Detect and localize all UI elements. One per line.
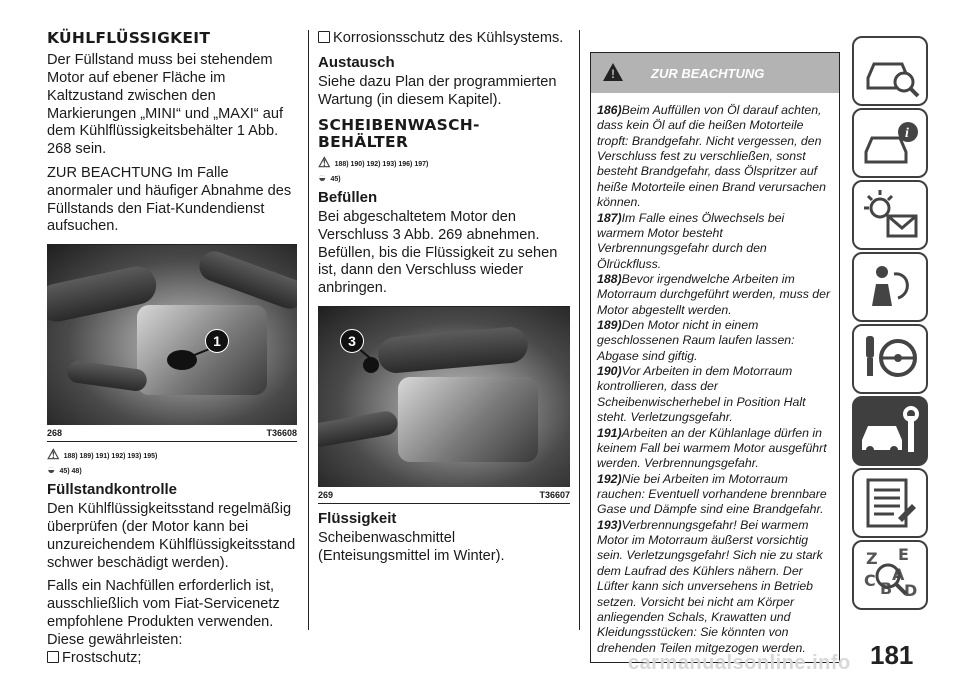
figure-caption bbox=[47, 425, 297, 442]
paragraph: Scheibenwaschmittel (Enteisungsmittel im Winter). bbox=[318, 529, 505, 564]
svg-text:E: E bbox=[898, 545, 909, 564]
warning-box-body bbox=[591, 93, 839, 662]
chapter-tab[interactable] bbox=[852, 108, 928, 178]
chapter-tab[interactable] bbox=[852, 468, 928, 538]
warning-item-text: Vor Arbeiten in dem Motorraum kontrollieren, dass der Scheibenwischerhebel in Position Halt steht. Verletzungsgefahr. bbox=[597, 364, 806, 425]
svg-text:B: B bbox=[880, 579, 893, 598]
engine-photo bbox=[47, 244, 297, 425]
warning-item bbox=[597, 272, 833, 318]
figure-number: 268 bbox=[47, 428, 63, 439]
warning-item bbox=[597, 103, 833, 211]
warning-item bbox=[597, 318, 833, 364]
car-wrench-icon bbox=[854, 398, 926, 464]
warning-item-text: Verbrennungsgefahr! Bei warmem Motor im Motorraum äußerst vorsichtig sein. Verletzungsgefahr! Sich nie zu stark dem Laufrad des Kühlers nähern. Der Lüfter kann sich unversehens in Betrieb setzen. Vorsicht bei nicht am Körper anliegenden Schals, Krawatten und Kleidungsstücken: Sie könnten von drehenden Teilen mitgezogen werden. bbox=[597, 517, 823, 655]
chapter-tab[interactable] bbox=[852, 396, 928, 466]
engine-photo bbox=[318, 306, 570, 487]
key-steering-icon bbox=[854, 326, 926, 392]
warning-item-text: Beim Auffüllen von Öl darauf achten, dass kein Öl auf die heißen Motorteile tropft: Brandgefahr. Nicht vergessen, den Verschluss fest zu verschließen, sonst besteht Brandgefahr, dass Ölspritzer auf heiße Motorteile einen Brand verursachen können. bbox=[597, 103, 826, 210]
warning-box bbox=[590, 52, 840, 663]
section-heading: SCHEIBENWASCH- BEHÄLTER bbox=[318, 116, 480, 151]
watermark: carmanualsonline.info bbox=[628, 652, 851, 674]
chapter-tab[interactable] bbox=[852, 324, 928, 394]
car-info-icon bbox=[854, 110, 926, 176]
bullet-item: Korrosionsschutz des Kühlsystems. bbox=[318, 30, 570, 48]
oil-drop-icon: ◒ bbox=[47, 461, 56, 478]
column-left bbox=[47, 30, 297, 667]
attention-refs: ◒ 45) bbox=[318, 168, 341, 185]
figure-269 bbox=[318, 306, 570, 504]
column-middle bbox=[318, 30, 570, 572]
warning-item-number: 189) bbox=[597, 318, 622, 333]
paragraph: Den Kühlflüssigkeitsstand regelmäßig überprüfen (der Motor kann bei unzureichendem Kühlflüssigkeitsstand schwer beschädigt werden). bbox=[47, 501, 296, 571]
car-search-icon bbox=[854, 38, 926, 104]
column-right bbox=[590, 44, 840, 663]
warning-box-title: ZUR BEACHTUNG bbox=[651, 65, 765, 81]
figure-number: 269 bbox=[318, 489, 334, 500]
figure-code: T36607 bbox=[539, 489, 570, 500]
bullet-item: Frostschutz; bbox=[47, 650, 297, 668]
warning-triangle-icon: ! bbox=[603, 63, 623, 81]
warning-item-text: Bevor irgendwelche Arbeiten im Motorraum durchgeführt werden, muss der Motor abgestellt werden. bbox=[597, 271, 831, 317]
warning-item bbox=[597, 472, 833, 518]
figure-268 bbox=[47, 244, 297, 442]
subheading: Füllstandkontrolle bbox=[47, 481, 178, 499]
warning-item-text: Arbeiten an der Kühlanlage dürfen in keinem Fall bei warmem Motor ausgeführt werden. Verbrennungsgefahr. bbox=[597, 425, 827, 471]
attention-refs: ◒ 45) 48) bbox=[47, 461, 82, 478]
warning-item bbox=[597, 364, 833, 425]
paragraph: Falls ein Nachfüllen erforderlich ist, ausschließlich vom Fiat-Servicenetz empfohlene Produkten verwenden. Diese gewährleisten: bbox=[47, 578, 280, 648]
oil-drop-icon: ◒ bbox=[318, 168, 327, 185]
callout-marker: 1 bbox=[205, 329, 229, 353]
warning-lights-icon bbox=[854, 182, 926, 248]
chapter-tab[interactable] bbox=[852, 36, 928, 106]
paragraph: Bei abgeschaltetem Motor den Verschluss 3 Abb. 269 abnehmen. Befüllen, bis die Flüssigkeit zu sehen ist, dann den Verschluss wieder anbringen. bbox=[318, 208, 558, 297]
svg-text:i: i bbox=[905, 126, 909, 141]
subheading: Austausch bbox=[318, 53, 395, 71]
page-number: 181 bbox=[870, 640, 914, 670]
warning-item-number: 187) bbox=[597, 210, 622, 225]
chapter-tab[interactable] bbox=[852, 252, 928, 322]
checkbox-bullet-icon bbox=[47, 651, 59, 663]
warning-item bbox=[597, 518, 833, 656]
figure-code: T36608 bbox=[266, 428, 297, 439]
index-az-icon bbox=[854, 542, 926, 608]
figure-caption bbox=[318, 487, 570, 504]
svg-text:C: C bbox=[864, 571, 876, 590]
warning-item bbox=[597, 426, 833, 472]
airbag-seat-icon bbox=[854, 254, 926, 320]
warning-item-text: Den Motor nicht in einem geschlossenen Raum laufen lassen: Abgase sind giftig. bbox=[597, 318, 795, 363]
svg-text:A: A bbox=[892, 565, 905, 584]
warning-refs: ⚠ 188) 190) 192) 193) 196) 197) bbox=[318, 153, 429, 170]
svg-text:Z: Z bbox=[866, 549, 878, 568]
paragraph: Der Füllstand muss bei stehendem Motor auf ebener Fläche im Kaltzustand zwischen den Markierungen „MINI“ und „MAXI“ auf dem Kühlflüssigkeitsbehälter 1 Abb. 268 sein. bbox=[47, 52, 284, 158]
warning-item-number: 190) bbox=[597, 364, 622, 379]
warning-triangle-icon: ⚠ bbox=[47, 446, 60, 463]
svg-text:D: D bbox=[904, 581, 918, 600]
document-list-icon bbox=[854, 470, 926, 536]
warning-item-number: 192) bbox=[597, 471, 622, 486]
warning-box-header bbox=[591, 53, 839, 93]
note-paragraph: ZUR BEACHTUNG Im Falle anormaler und häufiger Abnahme des Füllstands den Fiat-Kundendienst aufsuchen. bbox=[47, 165, 292, 235]
warning-item-number: 188) bbox=[597, 271, 622, 286]
subheading: Flüssigkeit bbox=[318, 509, 397, 527]
warning-item bbox=[597, 211, 833, 272]
callout-marker: 3 bbox=[340, 329, 364, 353]
warning-item-number: 186) bbox=[597, 103, 622, 117]
chapter-tab[interactable] bbox=[852, 540, 928, 610]
warning-item-text: Im Falle eines Ölwechsels bei warmem Motor besteht Verbrennungsgefahr durch den Ölrückfluss. bbox=[597, 210, 785, 271]
warning-item-number: 191) bbox=[597, 425, 622, 440]
paragraph: Siehe dazu Plan der programmierten Wartung (in diesem Kapitel). bbox=[318, 73, 557, 108]
warning-refs: ⚠ 188) 189) 191) 192) 193) 195) bbox=[47, 446, 158, 463]
checkbox-bullet-icon bbox=[318, 31, 330, 43]
column-divider bbox=[579, 30, 580, 630]
warning-item-text: Nie bei Arbeiten im Motorraum rauchen: Eventuell vorhandene brennbare Gase und Dämpfe sind eine Brandgefahr. bbox=[597, 471, 827, 517]
column-divider bbox=[308, 30, 309, 630]
section-heading: KÜHLFLÜSSIGKEIT bbox=[47, 29, 211, 47]
subheading: Befüllen bbox=[318, 188, 378, 206]
warning-triangle-icon: ⚠ bbox=[318, 153, 331, 170]
chapter-tab[interactable] bbox=[852, 180, 928, 250]
warning-item-number: 193) bbox=[597, 517, 622, 532]
